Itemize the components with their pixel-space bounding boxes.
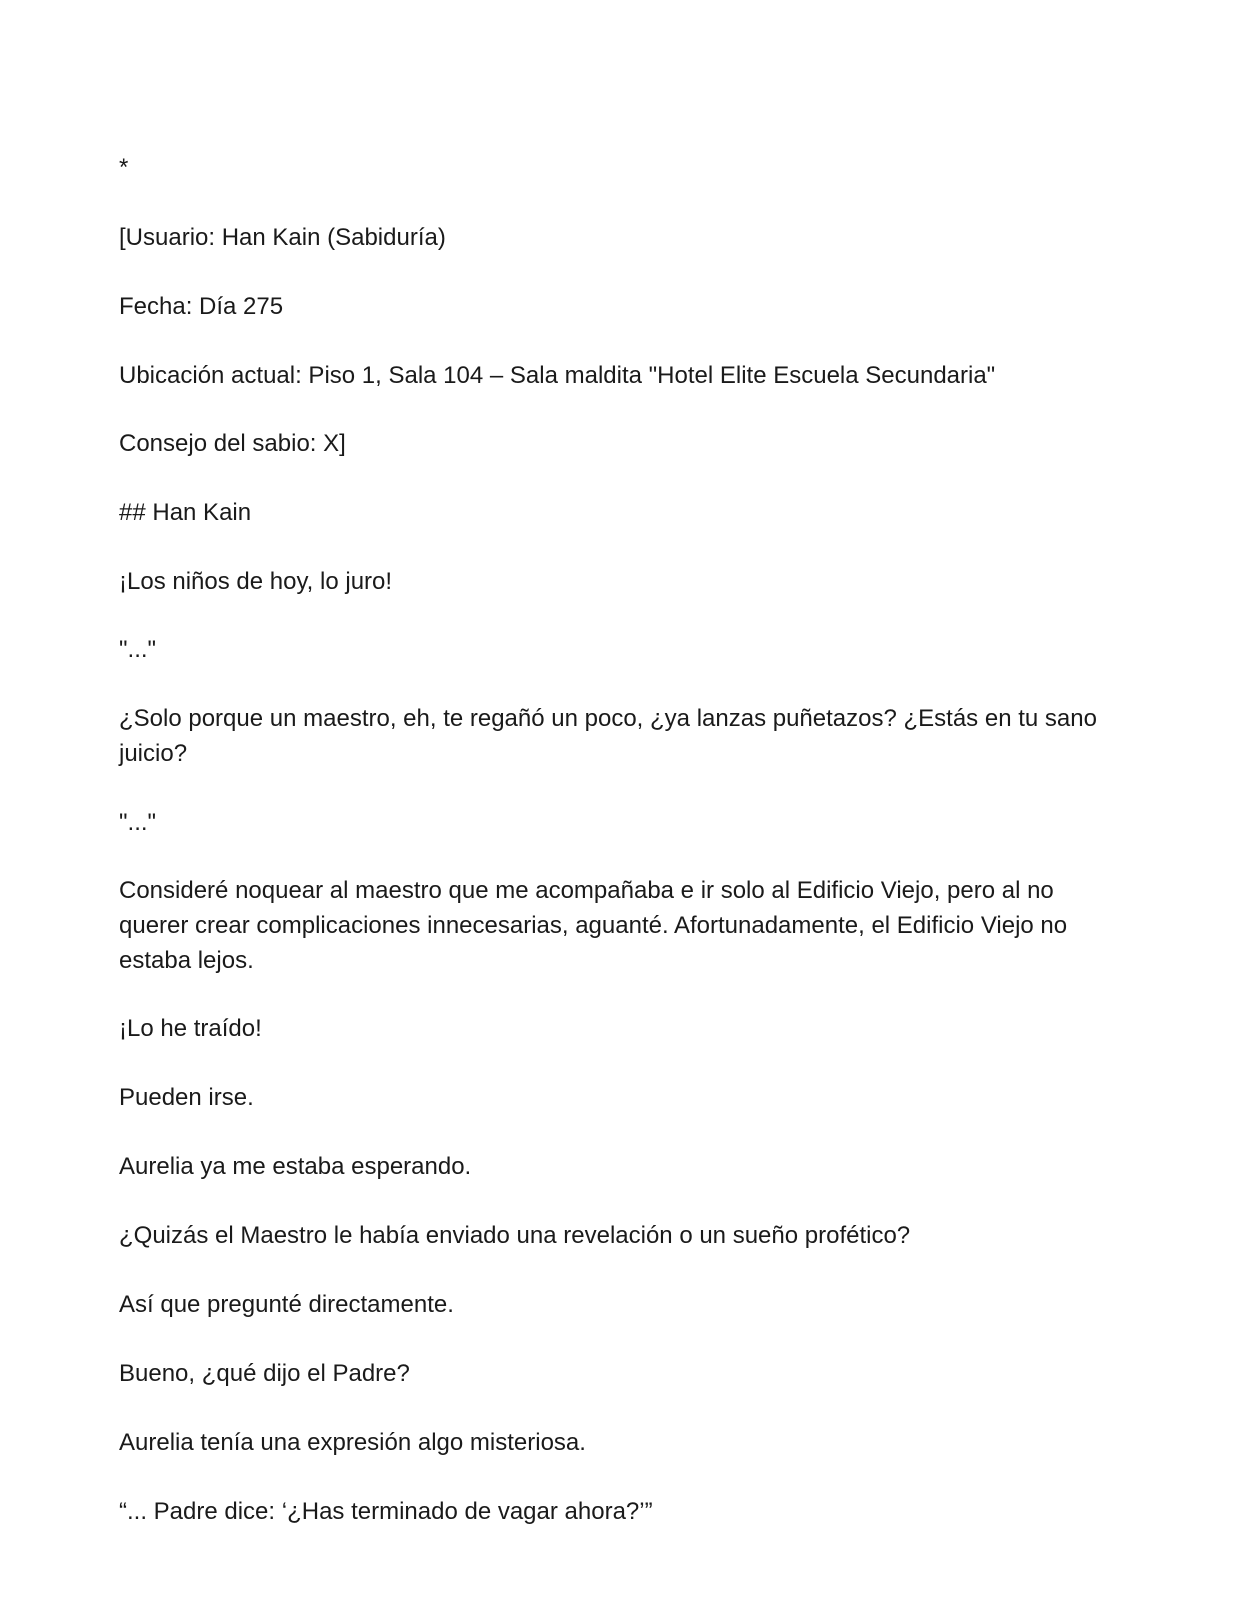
paragraph: Así que pregunté directamente.	[119, 1291, 454, 1318]
status-location-line: Ubicación actual: Piso 1, Sala 104 – Sala maldita "Hotel Elite Escuela Secundaria"	[119, 362, 996, 389]
status-advice-line: Consejo del sabio: X]	[119, 430, 346, 457]
status-date-line: Fecha: Día 275	[119, 293, 284, 320]
paragraph: Aurelia ya me estaba esperando.	[119, 1153, 472, 1180]
section-heading: ## Han Kain	[119, 499, 252, 526]
paragraph: ¡Lo he traído!	[119, 1015, 262, 1042]
paragraph: Aurelia tenía una expresión algo misteriosa.	[119, 1429, 586, 1456]
paragraph: Bueno, ¿qué dijo el Padre?	[119, 1360, 410, 1387]
paragraph: "..."	[119, 636, 157, 663]
paragraph: ¿Quizás el Maestro le había enviado una revelación o un sueño profético?	[119, 1222, 911, 1249]
paragraph: Pueden irse.	[119, 1084, 254, 1111]
status-user-line: [Usuario: Han Kain (Sabiduría)	[119, 224, 446, 251]
paragraph: ¿Solo porque un maestro, eh, te regañó un poco, ¿ya lanzas puñetazos? ¿Estás en tu sano juicio?	[119, 705, 1097, 767]
paragraph: ¡Los niños de hoy, lo juro!	[119, 568, 393, 595]
section-separator: *	[119, 154, 129, 181]
paragraph: "..."	[119, 809, 157, 836]
paragraph: “... Padre dice: ‘¿Has terminado de vagar ahora?’”	[119, 1498, 653, 1525]
paragraph: Consideré noquear al maestro que me acompañaba e ir solo al Edificio Viejo, pero al no querer crear complicaciones innecesarias, aguanté. Afortunadamente, el Edificio Viejo no estaba lejos.	[119, 877, 1068, 974]
